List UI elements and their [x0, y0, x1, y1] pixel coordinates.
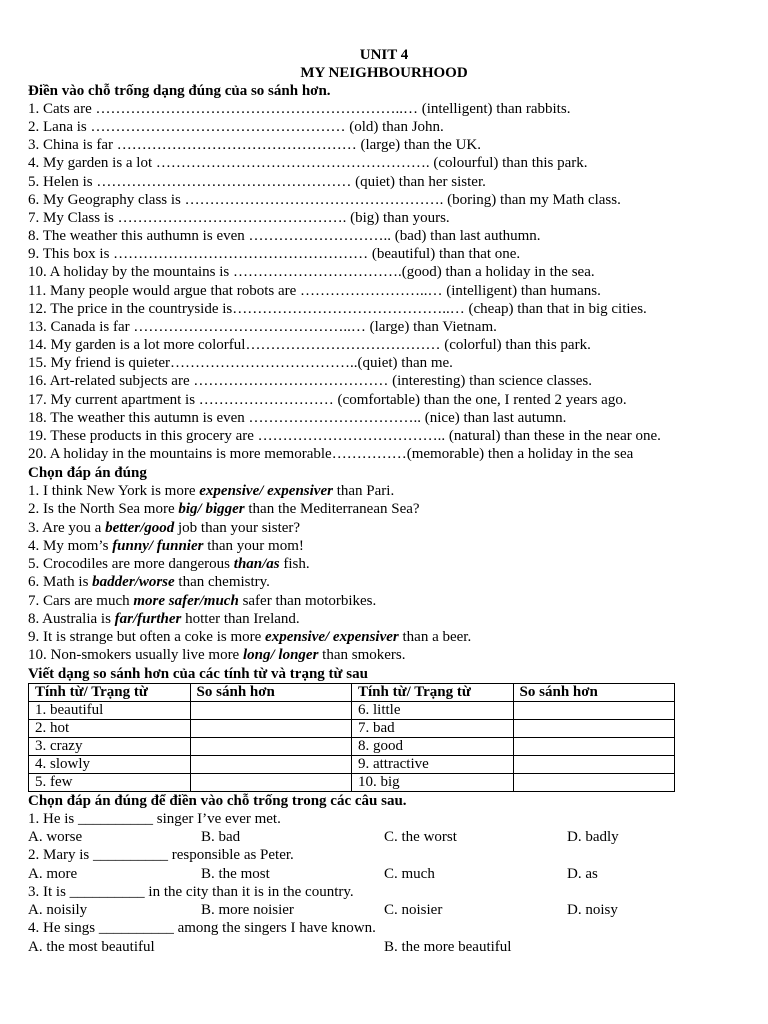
- answer-option-a[interactable]: A. noisily: [28, 902, 88, 919]
- question-text: 4. He sings __________ among the singers I have known.: [28, 920, 376, 937]
- answer-option-d[interactable]: D. badly: [567, 828, 619, 845]
- choice-options: far/further: [114, 610, 182, 627]
- exercise-line: 19. These products in this grocery are ……………………………….. (natural) than these in the near one.: [28, 427, 661, 444]
- table-cell-answer[interactable]: [190, 755, 351, 773]
- choice-line: 4. My mom’s funny/ funnier than your mom!: [28, 537, 304, 554]
- choice-options: long/ longer: [242, 647, 319, 664]
- answer-option-b[interactable]: B. the most: [201, 865, 270, 882]
- answer-options: [28, 901, 740, 919]
- answer-option-d[interactable]: D. as: [567, 865, 598, 882]
- answer-option-b[interactable]: B. the more beautiful: [384, 938, 512, 955]
- choice-options: big/ bigger: [178, 501, 245, 518]
- choice-line: 6. Math is badder/worse than chemistry.: [28, 574, 270, 591]
- table-cell-word: 4. slowly: [29, 755, 191, 773]
- answer-options: [28, 938, 740, 956]
- table-row: [29, 755, 675, 773]
- table-cell-answer[interactable]: [513, 773, 674, 791]
- table-row: [29, 773, 675, 791]
- choice-line: 5. Crocodiles are more dangerous than/as fish.: [28, 556, 310, 573]
- exercise-line: 2. Lana is …………………………………………… (old) than John.: [28, 119, 444, 136]
- answer-option-c[interactable]: C. much: [384, 865, 435, 882]
- exercise-line: 5. Helen is …………………………………………… (quiet) than her sister.: [28, 173, 486, 190]
- section2-title: Chọn đáp án đúng: [28, 465, 147, 482]
- table-header-cell: Tính từ/ Trạng từ: [29, 683, 191, 701]
- exercise-line: 7. My Class is ………………………………………. (big) than yours.: [28, 209, 450, 226]
- table-cell-word: 9. attractive: [351, 755, 513, 773]
- section-choose-correct: [28, 464, 740, 665]
- exercise-line: 11. Many people would argue that robots are ……………………..… (intelligent) than humans.: [28, 282, 601, 299]
- exercise-line: 10. A holiday by the mountains is …………………………….(good) than a holiday in the sea.: [28, 264, 595, 281]
- exercise-line: 1. Cats are ……………………………………………………..… (intelligent) than rabbits.: [28, 101, 571, 117]
- table-cell-answer[interactable]: [190, 701, 351, 719]
- answer-option-c[interactable]: C. the worst: [384, 828, 457, 845]
- answer-option-d[interactable]: D. noisy: [567, 902, 618, 919]
- choice-options: badder/worse: [92, 574, 175, 591]
- table-header-cell: So sánh hơn: [513, 683, 674, 701]
- choice-options: better/good: [105, 519, 175, 536]
- exercise-line: 16. Art-related subjects are ………………………………… (interesting) than science classes.: [28, 373, 593, 390]
- table-cell-answer[interactable]: [513, 701, 674, 719]
- table-cell-word: 2. hot: [29, 719, 191, 737]
- table-cell-answer[interactable]: [513, 737, 674, 755]
- choice-options: expensive/ expensiver: [199, 483, 333, 500]
- answer-options: [28, 828, 740, 846]
- exercise-line: 15. My friend is quieter………………………………..(quiet) than me.: [28, 355, 453, 372]
- choice-options: than/as: [233, 556, 280, 573]
- exercise-line: 18. The weather this autumn is even …………………………….. (nice) than last autumn.: [28, 409, 567, 426]
- table-cell-word: 5. few: [29, 773, 191, 791]
- question-text: 2. Mary is __________ responsible as Peter.: [28, 847, 294, 864]
- unit-topic: MY NEIGHBOURHOOD: [300, 65, 468, 81]
- exercise-line: 17. My current apartment is ……………………… (comfortable) than the one, I rented 2 years ago.: [28, 391, 627, 408]
- worksheet-page: [28, 46, 740, 956]
- comparative-table: [28, 683, 675, 792]
- section4-title: Chọn đáp án đúng để điền vào chỗ trống trong các câu sau.: [28, 792, 407, 809]
- answer-option-b[interactable]: B. bad: [201, 828, 241, 845]
- table-cell-answer[interactable]: [513, 755, 674, 773]
- choice-options: expensive/ expensiver: [265, 629, 399, 646]
- exercise-line: 14. My garden is a lot more colorful………………………………… (colorful) than this park.: [28, 337, 591, 354]
- section-multiple-choice: [28, 792, 740, 956]
- exercise-line: 3. China is far ………………………………………… (large) than the UK.: [28, 137, 481, 154]
- choice-line: 9. It is strange but often a coke is more expensive/ expensiver than a beer.: [28, 629, 472, 646]
- section-comparative-table: [28, 665, 740, 792]
- choice-options: funny/ funnier: [112, 537, 204, 554]
- section3-title: Viết dạng so sánh hơn của các tính từ và trạng từ sau: [28, 665, 368, 682]
- section1-title: Điền vào chỗ trống dạng đúng của so sánh hơn.: [28, 83, 331, 99]
- table-header-cell: So sánh hơn: [190, 683, 351, 701]
- choice-line: 3. Are you a better/good job than your sister?: [28, 519, 301, 536]
- choice-line: 8. Australia is far/further hotter than Ireland.: [28, 610, 300, 627]
- choice-line: 10. Non-smokers usually live more long/ longer than smokers.: [28, 647, 406, 664]
- table-header-cell: Tính từ/ Trạng từ: [351, 683, 513, 701]
- table-cell-answer[interactable]: [513, 719, 674, 737]
- table-cell-answer[interactable]: [190, 737, 351, 755]
- table-row: [29, 701, 675, 719]
- table-cell-word: 10. big: [351, 773, 513, 791]
- exercise-line: 6. My Geography class is ……………………………………………. (boring) than my Math class.: [28, 191, 621, 208]
- table-row: [29, 737, 675, 755]
- answer-option-b[interactable]: B. more noisier: [201, 902, 294, 919]
- answer-option-a[interactable]: A. the most beautiful: [28, 938, 155, 955]
- exercise-line: 8. The weather this authumn is even ……………………….. (bad) than last authumn.: [28, 228, 541, 245]
- exercise-line: 9. This box is …………………………………………… (beautiful) than that one.: [28, 246, 521, 263]
- question-text: 1. He is __________ singer I’ve ever met.: [28, 810, 281, 827]
- question-text: 3. It is __________ in the city than it is in the country.: [28, 883, 354, 900]
- table-cell-word: 8. good: [351, 737, 513, 755]
- unit-label: UNIT 4: [359, 47, 409, 63]
- table-row: [29, 719, 675, 737]
- table-cell-answer[interactable]: [190, 719, 351, 737]
- answer-option-c[interactable]: C. noisier: [384, 902, 443, 919]
- answer-options: [28, 865, 740, 883]
- exercise-line: 4. My garden is a lot ………………………………………………. (colourful) than this park.: [28, 155, 588, 172]
- choice-options: more safer/much: [133, 592, 239, 609]
- exercise-line: 13. Canada is far ……………………………………..… (large) than Vietnam.: [28, 318, 497, 335]
- table-header-row: [29, 683, 675, 701]
- table-cell-word: 1. beautiful: [29, 701, 191, 719]
- exercise-line: 12. The price in the countryside is……………………………………..… (cheap) than that in big cities.: [28, 300, 647, 317]
- choice-line: 2. Is the North Sea more big/ bigger than the Mediterranean Sea?: [28, 501, 420, 518]
- table-cell-word: 7. bad: [351, 719, 513, 737]
- choice-line: 7. Cars are much more safer/much safer than motorbikes.: [28, 592, 377, 609]
- table-cell-word: 6. little: [351, 701, 513, 719]
- section-comparative-fill: [28, 82, 740, 463]
- answer-option-a[interactable]: A. more: [28, 865, 78, 882]
- answer-option-a[interactable]: A. worse: [28, 828, 83, 845]
- table-cell-word: 3. crazy: [29, 737, 191, 755]
- exercise-line: 20. A holiday in the mountains is more memorable……………(memorable) then a holiday in the sea: [28, 445, 634, 462]
- table-cell-answer[interactable]: [190, 773, 351, 791]
- choice-line: 1. I think New York is more expensive/ expensiver than Pari.: [28, 483, 395, 500]
